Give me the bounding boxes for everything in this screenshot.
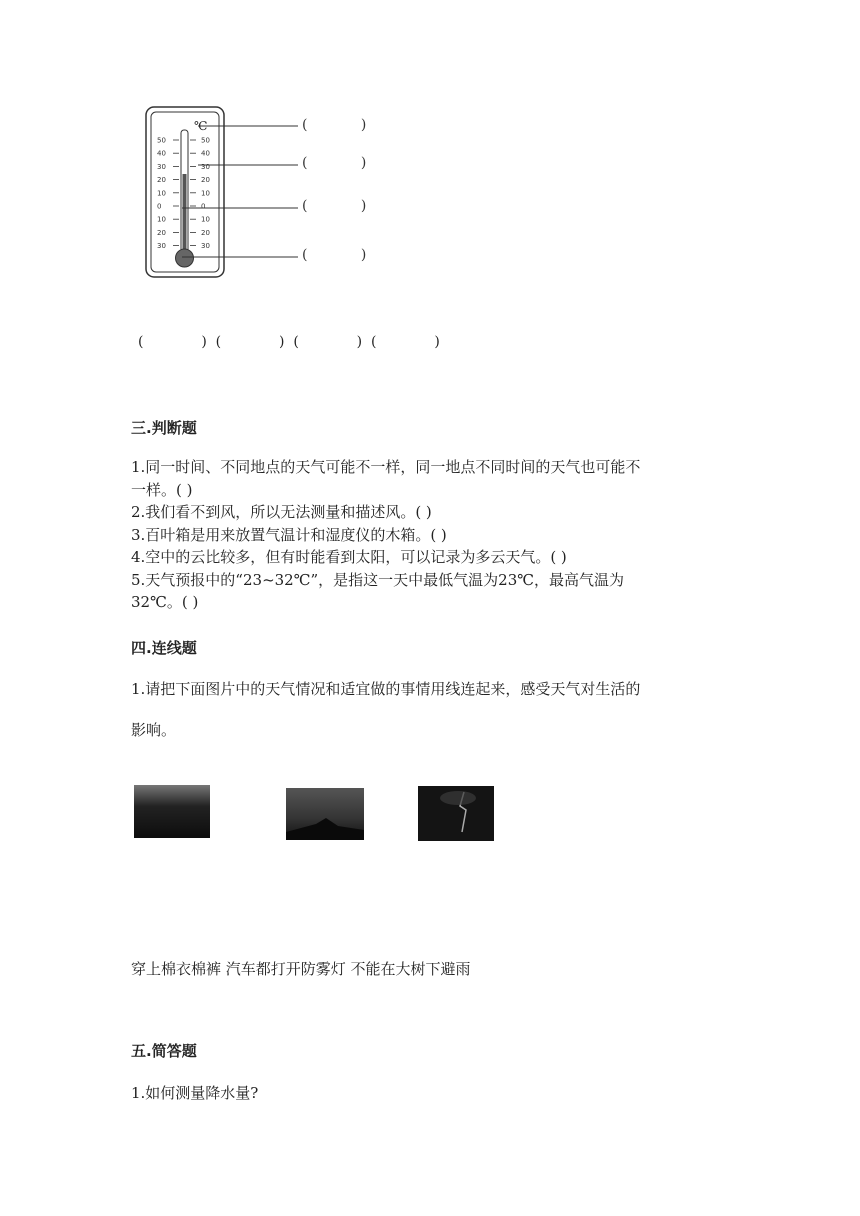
scale-label-right: 20: [201, 176, 210, 185]
scale-label-left: 0: [157, 202, 162, 211]
scale-label-right: 30: [201, 242, 210, 251]
weather-photo-thunderstorm: [418, 786, 494, 841]
callout-blank-2[interactable]: ( ): [302, 155, 367, 171]
section-4-title: 四.连线题: [131, 639, 197, 657]
matching-question-line2: 影响。: [131, 721, 177, 739]
scale-label-right: 40: [201, 149, 210, 158]
question-line: 一样。( ): [131, 480, 193, 499]
callout-blank-1[interactable]: ( ): [302, 117, 367, 133]
question-line: 1.同一时间、不同地点的天气可能不一样，同一地点不同时间的天气也可能不: [131, 458, 641, 476]
question-line: 32℃。( ): [131, 593, 199, 611]
scale-label-right: 50: [201, 136, 210, 145]
question-line: 2.我们看不到风，所以无法测量和描述风。( ): [131, 503, 432, 521]
scale-label-left: 30: [157, 242, 166, 251]
scale-label-left: 20: [157, 176, 166, 185]
weather-photo-fog: [286, 788, 364, 840]
scale-label-left: 10: [157, 189, 166, 198]
question-line: 3.百叶箱是用来放置气温计和湿度仪的木箱。( ): [131, 525, 447, 544]
short-answer-question: 1.如何测量降水量?: [131, 1084, 259, 1102]
section-5-title: 五.简答题: [131, 1042, 197, 1060]
scale-label-right: 10: [201, 215, 210, 224]
scale-label-right: 30: [201, 162, 210, 171]
scale-label-left: 20: [157, 228, 166, 237]
scale-label-right: 20: [201, 228, 210, 237]
matching-options: 穿上棉衣棉裤 汽车都打开防雾灯 不能在大树下避雨: [131, 960, 471, 978]
weather-photo-cold: [134, 785, 210, 838]
scale-label-left: 50: [157, 136, 166, 145]
callout-blank-3[interactable]: ( ): [302, 198, 367, 214]
callout-lines: [180, 110, 300, 270]
question-line: 4.空中的云比较多，但有时能看到太阳，可以记录为多云天气。( ): [131, 548, 567, 566]
answer-blanks-row[interactable]: ( ) ( ) ( ) ( ): [138, 334, 440, 350]
scale-label-right: 10: [201, 189, 210, 198]
scale-label-left: 40: [157, 149, 166, 158]
unit-label: ℃: [194, 119, 208, 133]
scale-label-left: 10: [157, 215, 166, 224]
scale-label-right: 0: [201, 202, 206, 211]
judgement-questions: [131, 456, 731, 614]
callout-blank-4[interactable]: ( ): [302, 247, 367, 263]
matching-question-line1: 1.请把下面图片中的天气情况和适宜做的事情用线连起来，感受天气对生活的: [131, 680, 641, 698]
scale-label-left: 30: [157, 162, 166, 171]
question-line: 5.天气预报中的“23~32℃”，是指这一天中最低气温为23℃，最高气温为: [131, 570, 625, 589]
section-3-title: 三.判断题: [131, 419, 197, 437]
